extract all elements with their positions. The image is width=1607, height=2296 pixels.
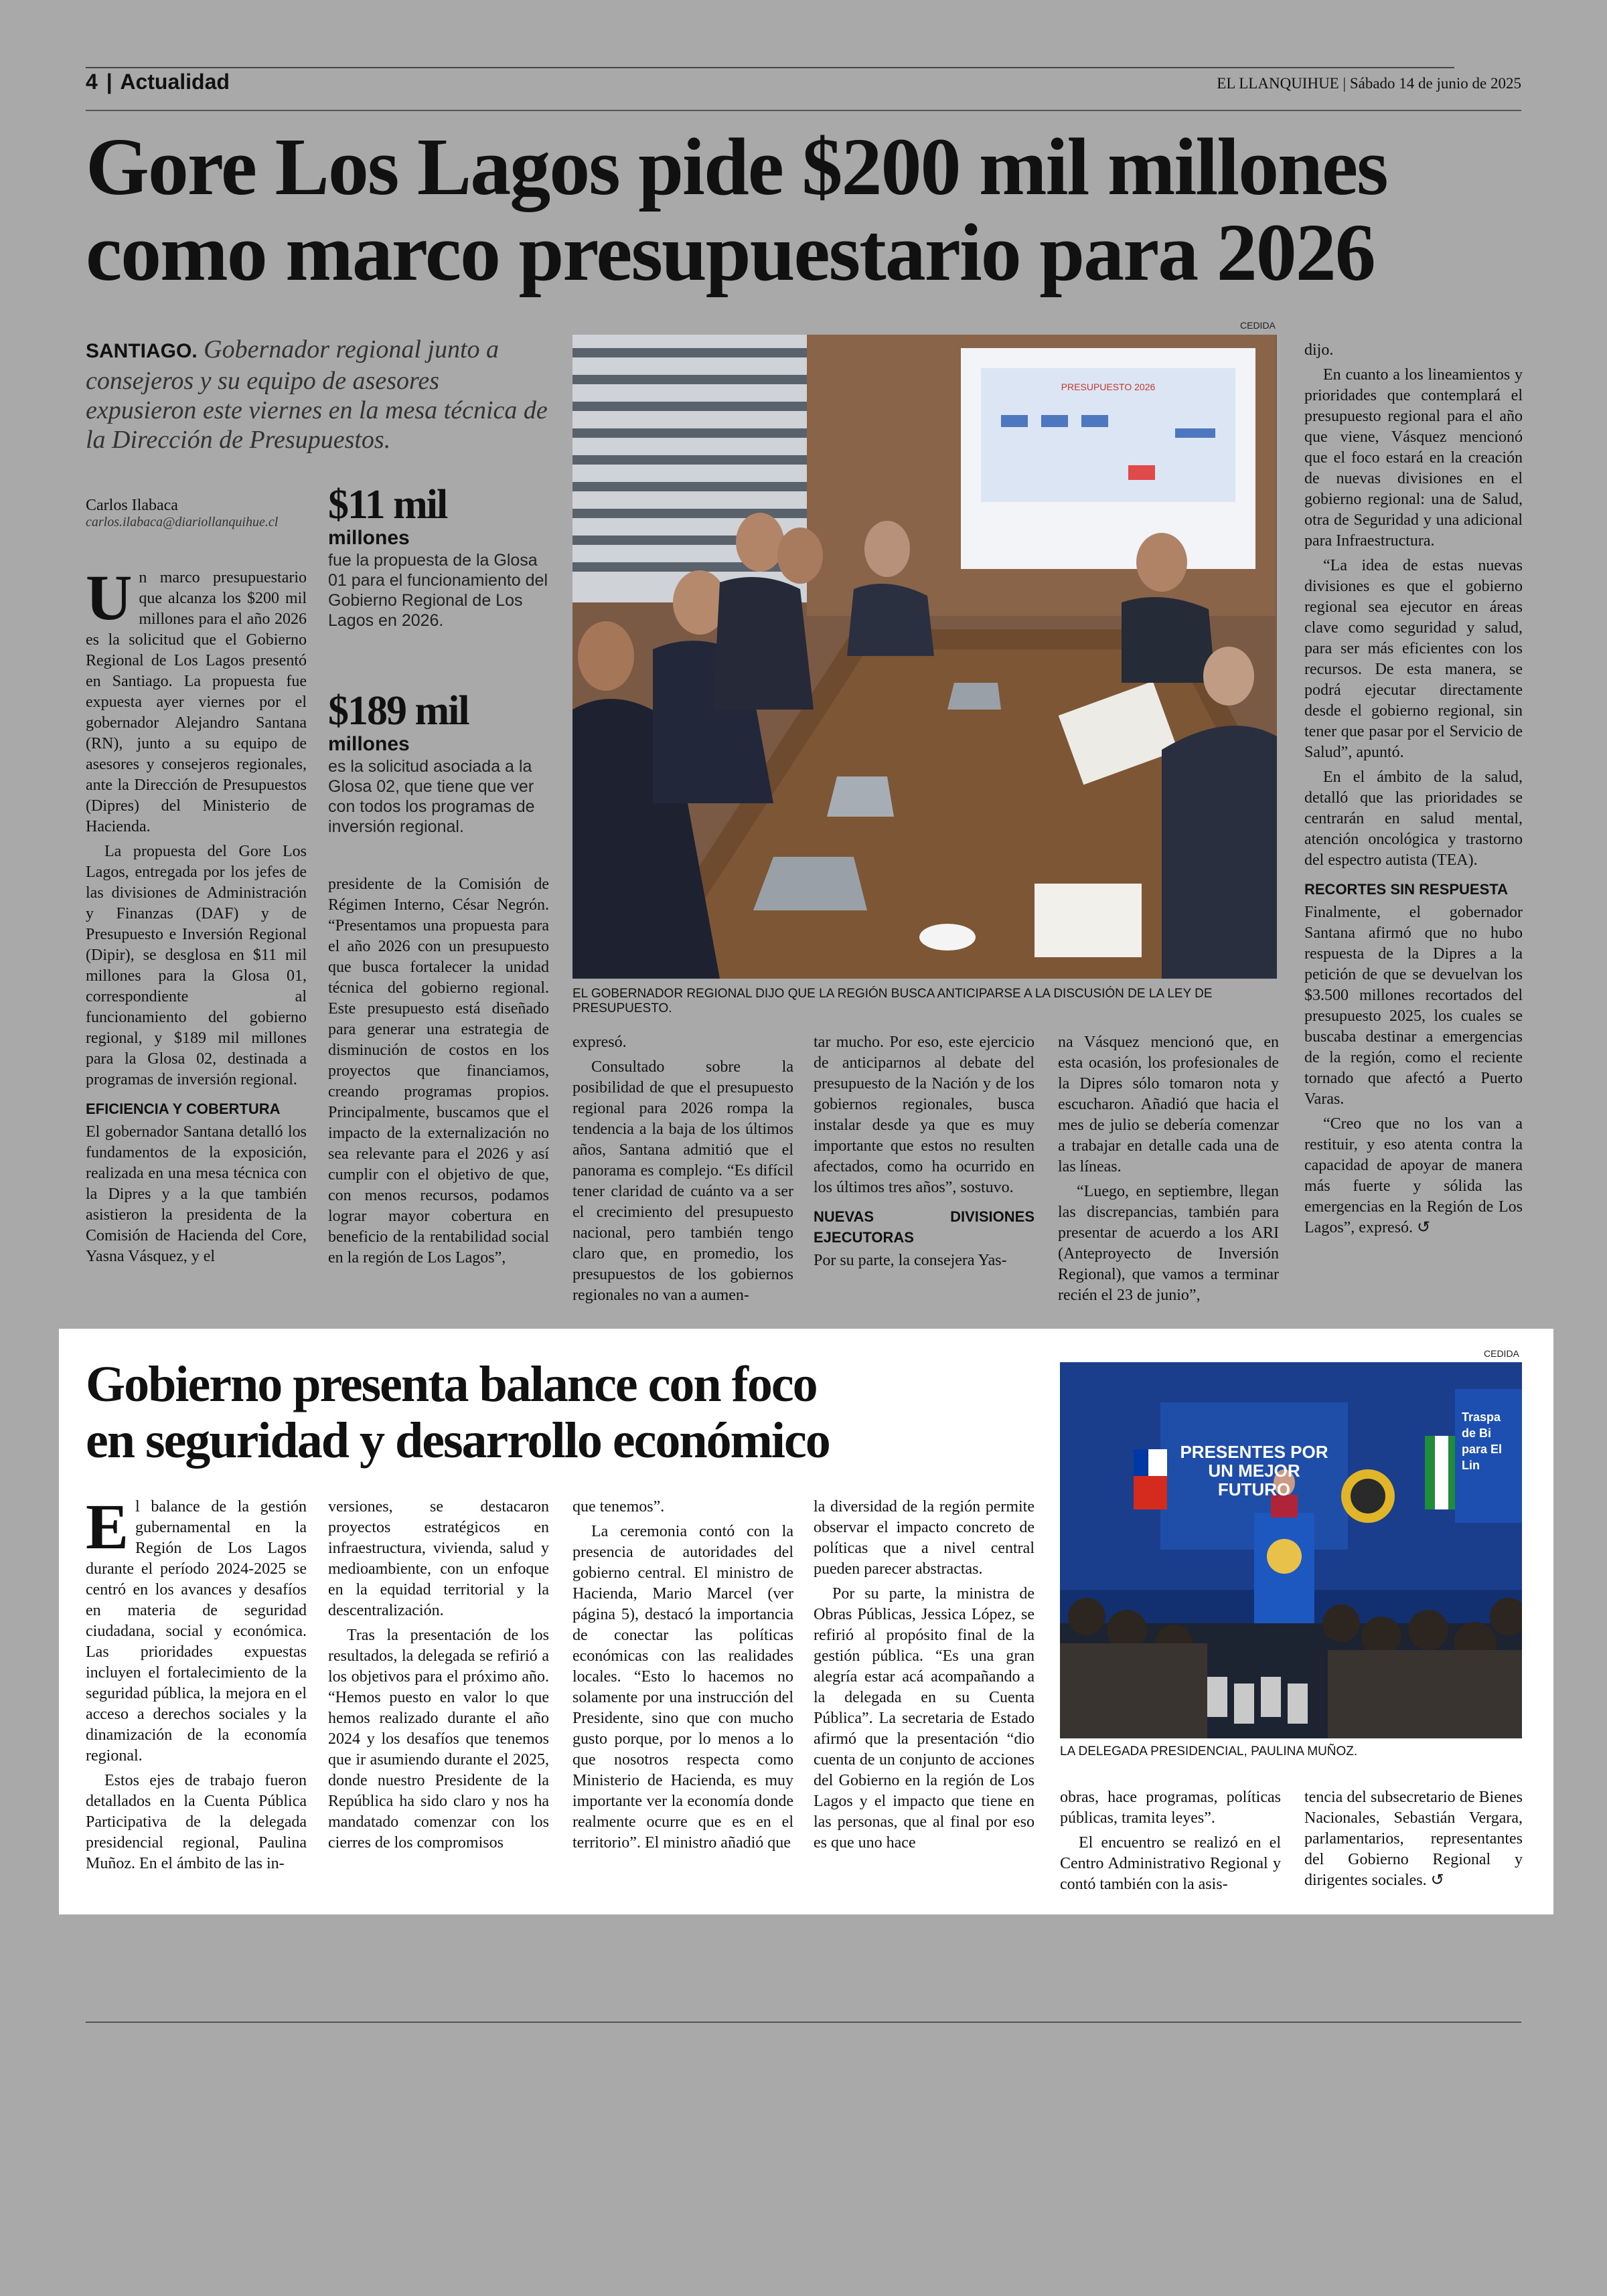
article2-column-5: [1060, 1787, 1281, 1899]
article1-col4-para2: Por su parte, la consejera Yas-: [814, 1252, 1007, 1269]
article2-column-1: [86, 1491, 307, 1878]
article1-col6-para5: Finalmente, el gobernador Santana afirmó que no hubo respuesta de la Dipres a la petición de que se devuelvan los $3.500 millones recortados del presupuesto 2025, los cuales se buscaba destinar a emergencias de la región, como el reciente tornado que afectó a Puerto Varas.: [1304, 904, 1523, 1108]
article1-headline-line1: Gore Los Lagos pide $200 mil millones: [86, 122, 1387, 212]
article1-col4-para1: tar mucho. Por eso, este ejercicio de anticiparnos al debate del presupuesto de la Nación y de los gobiernos regionales, busca instalar desde ya que es muy importante que estos no resulten afectados, como ha ocurrido en los últimos tres años”, sostuvo.: [814, 1034, 1035, 1196]
projector-slide-title: PRESUPUESTO 2026: [1061, 382, 1156, 392]
stat2-unit: millones: [328, 733, 410, 755]
author-email[interactable]: carlos.ilabaca@diariollanquihue.cl: [86, 515, 279, 529]
article2-headline-line2: en seguridad y desarrollo económico: [86, 1412, 830, 1469]
article2-column-6: [1304, 1787, 1523, 1895]
article1-dropcap: U: [86, 562, 133, 633]
side-banner-text: Traspa de Bi para El Lin: [1462, 1410, 1503, 1472]
article1-headline: [86, 122, 1525, 298]
article1-column-3: [572, 1032, 793, 1310]
header-top-rule: [86, 67, 1454, 68]
page-header-right: EL LLANQUIHUE | Sábado 14 de junio de 2025: [1217, 75, 1521, 92]
stat-box-2: [328, 689, 549, 837]
article2-headline: [86, 1356, 1037, 1469]
photo1-caption: EL GOBERNADOR REGIONAL DIJO QUE LA REGIÓN BUSCA ANTICIPARSE A LA DISCUSIÓN DE LA LEY DE PRESUPUESTO.: [572, 987, 1213, 1015]
article1-col6-para3: “La idea de estas nuevas divisiones es que el gobierno regional sea ejecutor en áreas clave como seguridad y salud, para ser más eficientes con los recursos. De esta manera, se podrá ejecutar directamente desde el gobierno regional, sin tener que pasar por el Servicio de Salud”, apuntó.: [1304, 557, 1523, 761]
photo2-caption: LA DELEGADA PRESIDENCIAL, PAULINA MUÑOZ.: [1060, 1744, 1358, 1758]
article1-col6-para4: En el ámbito de la salud, detalló que las prioridades se centrarán en salud mental, atención oncológica y trastorno del espectro autista (TEA).: [1304, 768, 1523, 869]
page-header-left: 4 | Actualidad: [86, 70, 230, 94]
stat2-number: $189 mil: [328, 688, 469, 734]
article2-col2-para1: versiones, se destacaron proyectos estratégicos en infraestructura, vivienda, salud y medioambiente, con un enfoque en la equidad territorial y la descentralización.: [328, 1498, 549, 1619]
article1-col2-para1: presidente de la Comisión de Régimen Interno, César Negrón. “Presentamos una propuesta para el año 2026 con un presupuesto que busca fortalecer la unidad técnica del gobierno regional. Este presupuesto está diseñado para generar una estrategia de disminución de costos en los proyectos que financiamos, creando programas propios. Principalmente, buscamos que el impacto de la externalización no sea relevante para el 2026 y así cumplir con el objetivo de que, con menos recursos, podamos lograr mayor cobertura en beneficio de la rentabilidad social en la región de Los Lagos”,: [328, 876, 549, 1266]
article2-col1-para2: Estos ejes de trabajo fueron detallados en la Cuenta Pública Participativa de la delegada presidencial regional, Paulina Muñoz. En el ámbito de las in-: [86, 1772, 307, 1872]
article2-col2-para2: Tras la presentación de los resultados, la delegada se refirió a los objetivos para el próximo año. “Hemos puesto en valor lo que hemos realizado durante el año 2024 y los desafíos que tenemos que ir asumiendo durante el 2025, donde nuestro Presidente de la República ha sido claro y nos ha mandatado comenzar con los cierres de los compromisos: [328, 1627, 549, 1852]
byline: [86, 497, 327, 530]
footer-rule: [86, 2022, 1521, 2023]
meeting-photo-illustration: [572, 335, 1277, 979]
article2-headline-line1: Gobierno presenta balance con foco: [86, 1356, 817, 1412]
photo1-credit: CEDIDA: [1240, 320, 1276, 331]
article1-col3-para1: expresó.: [572, 1034, 627, 1051]
article1-col1-para3: El gobernador Santana detalló los fundamentos de la exposición, realizada en una mesa técnica con la Dipres y a la que también asistieron la presidenta de la Comisión de Hacienda del Core, Yasna Vásquez, y el: [86, 1123, 307, 1265]
article1-col1-para1: Un marco presupuestario que alcanza los $200 mil millones para el año 2026 es la solicitud que el Gobierno Regional de Los Lagos presentó en Santiago. La propuesta fue expuesta ayer viernes por el gobernador Alejandro Santana (RN), junto a su equipo de asesores y consejeros regionales, ante la Dirección de Presupuestos (Dipres) del Ministerio de Hacienda.: [86, 562, 307, 835]
page-number: 4: [86, 70, 98, 94]
article1-column-2: [328, 874, 549, 1273]
lead-text: Gobernador regional junto a consejeros y su equipo de asesores expusieron este viernes en la mesa técnica de la Dirección de Presupuestos.: [86, 335, 548, 454]
article1-column-4: [814, 1032, 1035, 1275]
subhead-nuevas-divisiones: NUEVAS DIVISIONES EJECUTORAS: [814, 1208, 1035, 1246]
meeting-photo: [572, 335, 1277, 979]
article1-col5-para2: “Luego, en septiembre, llegan las discrepancias, también para presentar de acuerdo a los ARI (Anteproyecto de Inversión Regional), que vamos a terminar recién el 23 de junio”,: [1058, 1183, 1279, 1304]
article2-col6-para1: tencia del subsecretario de Bienes Nacionales, Sebastián Vergara, parlamentarios, representantes del Gobierno Regional y dirigentes sociales. ↺: [1304, 1789, 1523, 1889]
header-bottom-rule: [86, 110, 1521, 111]
article2-end-mark-icon: ↺: [1430, 1872, 1444, 1889]
publication-date: Sábado 14 de junio de 2025: [1349, 75, 1521, 92]
photo2-credit: CEDIDA: [1484, 1348, 1519, 1359]
subhead-eficiencia: EFICIENCIA Y COBERTURA: [86, 1100, 281, 1117]
article2-col5-para1: obras, hace programas, políticas públicas, tramita leyes”.: [1060, 1789, 1281, 1827]
article2-column-4: [814, 1497, 1035, 1858]
subhead-recortes: RECORTES SIN RESPUESTA: [1304, 881, 1508, 898]
lead-place: SANTIAGO.: [86, 340, 198, 362]
article2-col1-para1: El balance de la gestión gubernamental en la Región de Los Lagos durante el período 2024-2025 se centró en los avances y desafíos en materia de seguridad ciudadana, social y económica. Las prioridades expuestas incluyen el fortalecimiento de la seguridad pública, la mejora en el acceso a derechos sociales y la dinamización de la economía regional.: [86, 1491, 307, 1765]
article2-col3-para2: La ceremonia contó con la presencia de autoridades del gobierno central. El ministro de Hacienda, Mario Marcel (ver página 5), destacó la importancia de conectar las políticas económicas con las realidades locales. “Esto lo hacemos no solamente por una instrucción del Presidente, sino que con mucho gusto porque, por lo menos a lo que nosotros respecta como Ministerio de Hacienda, es muy importante ver la economía donde realmente ocurre que es en el territorio”. El ministro añadió que: [572, 1523, 793, 1852]
banner-line1: PRESENTES POR: [1180, 1442, 1328, 1462]
article2-col5-para2: El encuentro se realizó en el Centro Administrativo Regional y contó también con la asis-: [1060, 1834, 1281, 1893]
article1-column-1: [86, 562, 307, 1271]
article2-column-3: [572, 1497, 793, 1858]
ceremony-photo-illustration: [1060, 1362, 1522, 1738]
banner-line2: UN MEJOR FUTURO: [1208, 1461, 1300, 1499]
article2-col3-para1: que tenemos”.: [572, 1498, 665, 1515]
article2-col4-para1: la diversidad de la región permite observar el impacto concreto de políticas que a nivel central pueden parecer abstractas.: [814, 1498, 1035, 1578]
article2-dropcap: E: [86, 1491, 129, 1562]
section-name: Actualidad: [120, 70, 230, 94]
article1-col6-para2: En cuanto a los lineamientos y prioridades que contemplará el presupuesto regional para el año que viene, Vásquez mencionó que el foco estará en la creación de nuevas divisiones en el gobierno regional: una de Salud, otra de Seguridad y una adicional para Infraestructura.: [1304, 366, 1523, 550]
article1-col5-para1: na Vásquez mencionó que, en esta ocasión, los profesionales de la Dipres sólo tomaron nota y escucharon. Añadió que hacia el mes de julio se debería comenzar a trabajar en detalle cada una de las líneas.: [1058, 1034, 1279, 1175]
article1-column-5: [1058, 1032, 1279, 1310]
article1-column-6: [1304, 340, 1523, 1242]
article1-lead: [86, 335, 554, 455]
ceremony-photo: [1060, 1362, 1522, 1738]
article1-headline-line2: como marco presupuestario para 2026: [86, 208, 1375, 298]
article1-col6-para1: dijo.: [1304, 341, 1334, 359]
article1-col3-para2: Consultado sobre la posibilidad de que el presupuesto regional para 2026 rompa la tendencia a la baja de los últimos años, Santana admitió que el panorama es complejo. “Es difícil tener claridad de cuánto va a ser el crecimiento del presupuesto nacional, pero también tengo claro que, en promedio, los presupuestos de los gobiernos regionales no van a aumen-: [572, 1058, 793, 1304]
ceremony-banner-text: [1170, 1443, 1338, 1499]
article2-col4-para2: Por su parte, la ministra de Obras Públicas, Jessica López, se refirió al propósito final de la gestión pública. “Es una gran alegría estar acá acompañando a la delegada en su Cuenta Pública”. La secretaria de Estado afirmó que la presentación “dio cuenta de un conjunto de acciones del Gobierno en la región de Los Lagos y el impacto que tiene en las personas, que al final por eso es que uno hace: [814, 1585, 1035, 1852]
stat1-number: $11 mil: [328, 482, 447, 527]
author-name: Carlos Ilabaca: [86, 497, 178, 514]
article2-column-2: [328, 1497, 549, 1858]
stat-box-1: [328, 483, 549, 631]
stat1-unit: millones: [328, 527, 410, 549]
end-mark-icon: ↺: [1416, 1219, 1431, 1236]
publication-name: EL LLANQUIHUE: [1217, 75, 1339, 92]
article1-col6-para6: “Creo que no los van a restituir, y eso atenta contra la capacidad de apoyar de manera más fuerte y sólida las emergencias en la Región de Los Lagos”, expresó. ↺: [1304, 1115, 1523, 1236]
article1-col1-para2: La propuesta del Gore Los Lagos, entregada por los jefes de las divisiones de Administración y Finanzas (DAF) y de Presupuesto e Inversión Regional (Dipir), se desglosa en $11 mil millones para la Glosa 01, correspondiente al funcionamiento del gobierno regional, y $189 mil millones para la Glosa 02, destinada a programas de inversión regional.: [86, 843, 307, 1088]
stat2-text: es la solicitud asociada a la Glosa 02, que tiene que ver con todos los programas de inversión regional.: [328, 757, 535, 836]
stat1-text: fue la propuesta de la Glosa 01 para el funcionamiento del Gobierno Regional de Los Lagos en 2026.: [328, 551, 548, 630]
